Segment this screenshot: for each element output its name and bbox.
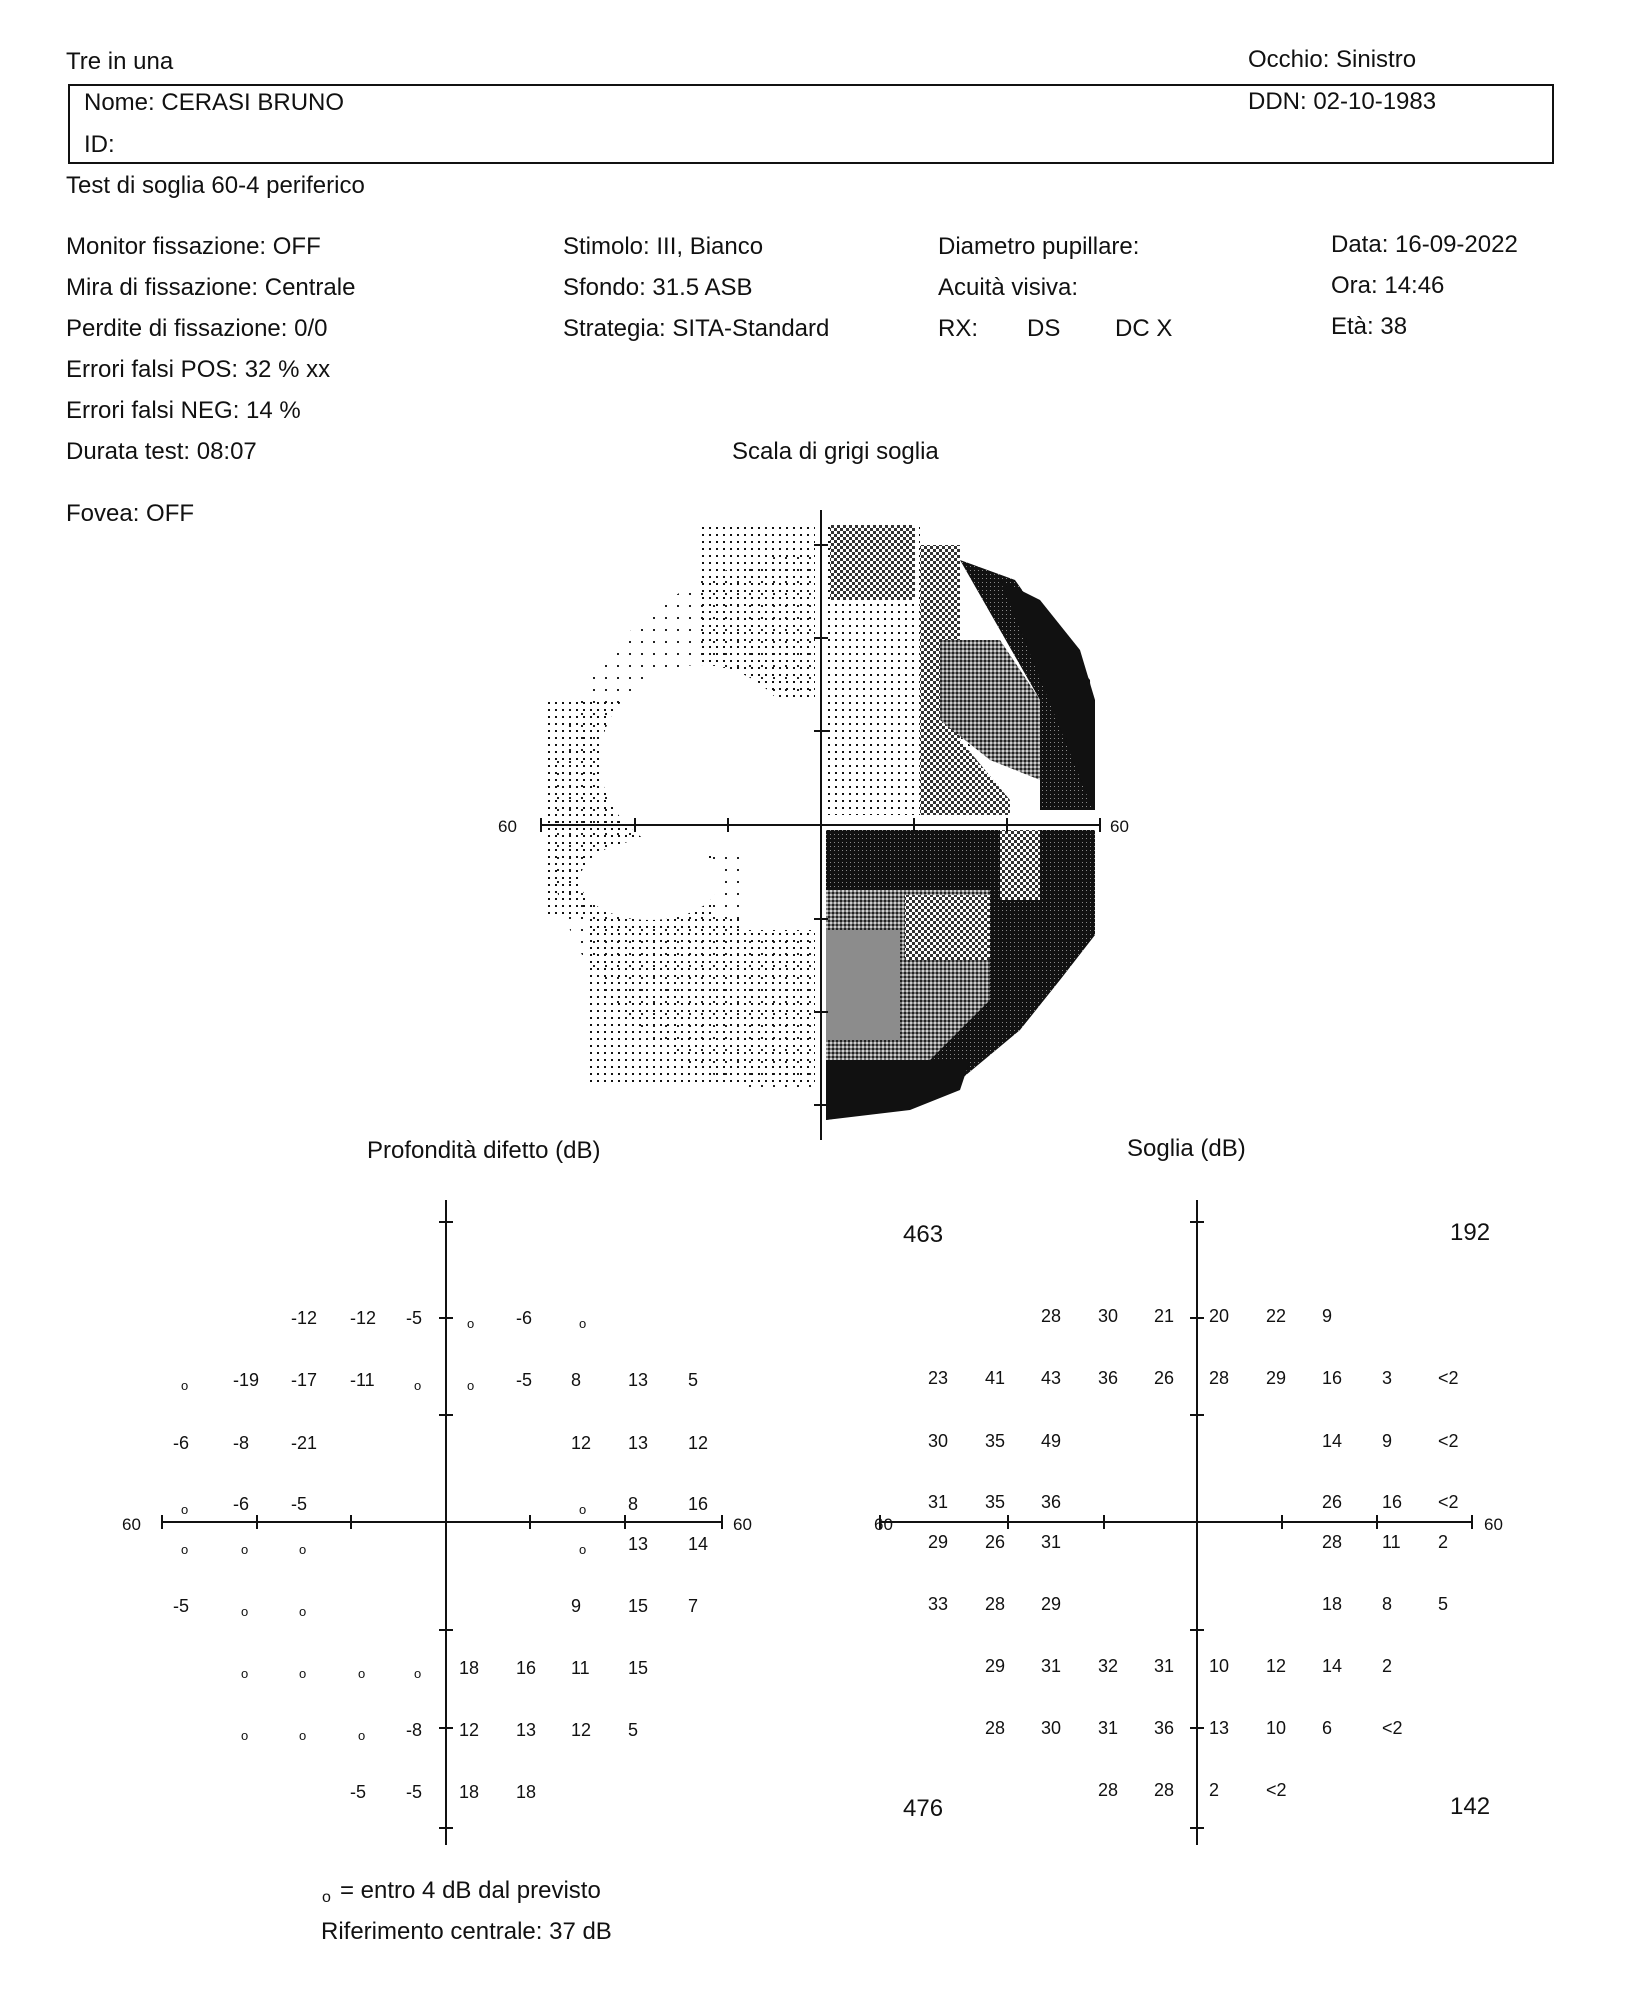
threshold-value: <2 — [1438, 1431, 1459, 1451]
defect-value: -12 — [350, 1308, 377, 1328]
threshold-value: 14 — [1322, 1656, 1343, 1676]
param-strategy: Strategia: SITA-Standard — [563, 315, 830, 342]
threshold-axis-right: 60 — [1484, 1515, 1503, 1534]
param-acuity: Acuità visiva: — [938, 274, 1079, 301]
threshold-corner-tr: 192 — [1450, 1219, 1491, 1246]
threshold-value: 32 — [1098, 1656, 1119, 1676]
defect-value: -6 — [516, 1308, 533, 1328]
defect-value: o — [467, 1378, 475, 1393]
param-false-neg: Errori falsi NEG: 14 % — [66, 397, 301, 424]
defect-value: o — [181, 1502, 189, 1517]
defect-value: -6 — [173, 1433, 190, 1453]
threshold-value: 30 — [1098, 1306, 1119, 1326]
defect-value: 13 — [516, 1720, 537, 1740]
threshold-value: 36 — [1041, 1492, 1062, 1512]
threshold-value: 28 — [1154, 1780, 1175, 1800]
patient-dob: DDN: 02-10-1983 — [1248, 88, 1437, 115]
defect-value: 13 — [628, 1370, 649, 1390]
patient-name: Nome: CERASI BRUNO — [84, 89, 345, 116]
defect-value: 18 — [516, 1782, 537, 1802]
threshold-value: 16 — [1382, 1492, 1403, 1512]
threshold-value: 31 — [1041, 1532, 1062, 1552]
defect-value: o — [181, 1542, 189, 1557]
threshold-corner-tl: 463 — [903, 1221, 944, 1248]
threshold-value: 16 — [1322, 1368, 1343, 1388]
defect-title: Profondità difetto (dB) — [367, 1137, 601, 1164]
threshold-value: 26 — [1154, 1368, 1175, 1388]
param-fixation-target: Mira di fissazione: Centrale — [66, 274, 356, 301]
defect-value: 16 — [516, 1658, 537, 1678]
threshold-value: 3 — [1382, 1368, 1393, 1388]
threshold-value: 36 — [1098, 1368, 1119, 1388]
defect-value: o — [299, 1542, 307, 1557]
threshold-value: 9 — [1322, 1306, 1333, 1326]
defect-axis-right: 60 — [733, 1515, 752, 1534]
threshold-value: 10 — [1209, 1656, 1230, 1676]
defect-value: o — [181, 1378, 189, 1393]
threshold-value: 31 — [1098, 1718, 1119, 1738]
defect-value: o — [299, 1666, 307, 1681]
threshold-value: 31 — [1041, 1656, 1062, 1676]
central-reference: Riferimento centrale: 37 dB — [321, 1918, 612, 1945]
threshold-value: 41 — [985, 1368, 1006, 1388]
defect-value: 7 — [688, 1596, 699, 1616]
defect-value: o — [241, 1542, 249, 1557]
threshold-value: 28 — [1098, 1780, 1119, 1800]
threshold-value: 29 — [1266, 1368, 1287, 1388]
threshold-value: <2 — [1438, 1492, 1459, 1512]
param-rx-dc: DC X — [1115, 315, 1173, 342]
defect-value: 5 — [628, 1720, 639, 1740]
threshold-value: 28 — [1041, 1306, 1062, 1326]
threshold-value: 11 — [1382, 1532, 1401, 1552]
param-fovea: Fovea: OFF — [66, 500, 195, 527]
defect-value: 14 — [688, 1534, 709, 1554]
threshold-value: 49 — [1041, 1431, 1062, 1451]
defect-value: o — [241, 1604, 249, 1619]
defect-value: o — [299, 1604, 307, 1619]
param-date: Data: 16-09-2022 — [1331, 231, 1518, 258]
threshold-value: 35 — [985, 1492, 1006, 1512]
defect-value: 13 — [628, 1534, 649, 1554]
threshold-value: 12 — [1266, 1656, 1287, 1676]
threshold-value: 21 — [1154, 1306, 1175, 1326]
defect-value: -11 — [350, 1370, 375, 1390]
defect-value: 15 — [628, 1596, 649, 1616]
defect-value: 11 — [571, 1658, 590, 1678]
threshold-corner-bl: 476 — [903, 1795, 944, 1822]
param-time: Ora: 14:46 — [1331, 272, 1445, 299]
threshold-value: <2 — [1382, 1718, 1403, 1738]
param-false-pos: Errori falsi POS: 32 % xx — [66, 356, 331, 383]
defect-value: -6 — [233, 1494, 250, 1514]
defect-value: o — [579, 1542, 587, 1557]
threshold-value: 10 — [1266, 1718, 1287, 1738]
threshold-value: 43 — [1041, 1368, 1062, 1388]
defect-value: -5 — [291, 1494, 308, 1514]
threshold-value: 28 — [985, 1594, 1006, 1614]
threshold-value: 30 — [1041, 1718, 1062, 1738]
param-pupil: Diametro pupillare: — [938, 233, 1140, 260]
defect-value: -5 — [350, 1782, 367, 1802]
threshold-value: 31 — [1154, 1656, 1175, 1676]
threshold-value: 20 — [1209, 1306, 1230, 1326]
threshold-value: 36 — [1154, 1718, 1175, 1738]
defect-value: o — [579, 1502, 587, 1517]
threshold-value: 14 — [1322, 1431, 1343, 1451]
defect-value: o — [467, 1316, 475, 1331]
defect-value: 5 — [688, 1370, 699, 1390]
threshold-value: 33 — [928, 1594, 949, 1614]
threshold-value: 2 — [1209, 1780, 1220, 1800]
defect-value: o — [358, 1728, 366, 1743]
param-rx: RX: — [938, 315, 979, 342]
param-background: Sfondo: 31.5 ASB — [563, 274, 753, 301]
threshold-value: 2 — [1382, 1656, 1393, 1676]
defect-value: 12 — [571, 1720, 592, 1740]
threshold-axis-left: 60 — [874, 1515, 893, 1534]
defect-value: 8 — [628, 1494, 639, 1514]
threshold-value: 2 — [1438, 1532, 1449, 1552]
defect-value: o — [579, 1316, 587, 1331]
defect-value: -5 — [406, 1782, 423, 1802]
threshold-value: 29 — [1041, 1594, 1062, 1614]
threshold-value: 26 — [985, 1532, 1006, 1552]
defect-value: 16 — [688, 1494, 709, 1514]
defect-value: -21 — [291, 1433, 318, 1453]
threshold-title: Soglia (dB) — [1127, 1135, 1246, 1162]
threshold-value: 26 — [1322, 1492, 1343, 1512]
defect-value: 9 — [571, 1596, 582, 1616]
defect-value: o — [241, 1666, 249, 1681]
defect-axis-left: 60 — [122, 1515, 141, 1534]
defect-value: -19 — [233, 1370, 260, 1390]
param-stimulus: Stimolo: III, Bianco — [563, 233, 764, 260]
threshold-value: 8 — [1382, 1594, 1393, 1614]
grayscale-axis-right: 60 — [1110, 817, 1129, 836]
threshold-value: 13 — [1209, 1718, 1230, 1738]
param-fixation-losses: Perdite di fissazione: 0/0 — [66, 315, 328, 342]
defect-value: 13 — [628, 1433, 649, 1453]
device-name: Tre in una — [66, 48, 174, 75]
defect-value: 18 — [459, 1782, 480, 1802]
defect-value: o — [299, 1728, 307, 1743]
threshold-value: 35 — [985, 1431, 1006, 1451]
defect-value: -8 — [406, 1720, 423, 1740]
defect-value: 12 — [688, 1433, 709, 1453]
param-fixation-monitor: Monitor fissazione: OFF — [66, 233, 321, 260]
defect-value: 15 — [628, 1658, 649, 1678]
grayscale-axis-left: 60 — [498, 817, 517, 836]
threshold-corner-br: 142 — [1450, 1793, 1491, 1820]
defect-value: -12 — [291, 1308, 318, 1328]
defect-value: 8 — [571, 1370, 582, 1390]
param-rx-ds: DS — [1027, 315, 1061, 342]
threshold-value: 29 — [928, 1532, 949, 1552]
defect-value: 18 — [459, 1658, 480, 1678]
threshold-value: 29 — [985, 1656, 1006, 1676]
threshold-value: 28 — [1322, 1532, 1343, 1552]
threshold-value: <2 — [1266, 1780, 1287, 1800]
defect-value: -5 — [406, 1308, 423, 1328]
threshold-value: 28 — [1209, 1368, 1230, 1388]
defect-value: -5 — [516, 1370, 533, 1390]
threshold-value: <2 — [1438, 1368, 1459, 1388]
patient-id: ID: — [84, 131, 115, 158]
threshold-value: 28 — [985, 1718, 1006, 1738]
test-name: Test di soglia 60-4 periferico — [66, 172, 365, 199]
param-duration: Durata test: 08:07 — [66, 438, 257, 465]
defect-value: 12 — [571, 1433, 592, 1453]
eye-label: Occhio: Sinistro — [1248, 46, 1417, 73]
param-age: Età: 38 — [1331, 313, 1408, 340]
defect-value: -5 — [173, 1596, 190, 1616]
threshold-value: 9 — [1382, 1431, 1393, 1451]
defect-value: -17 — [291, 1370, 318, 1390]
threshold-value: 5 — [1438, 1594, 1449, 1614]
threshold-value: 30 — [928, 1431, 949, 1451]
defect-value: o — [358, 1666, 366, 1681]
threshold-value: 31 — [928, 1492, 949, 1512]
threshold-value: 6 — [1322, 1718, 1333, 1738]
legend-symbol: o — [322, 1889, 331, 1906]
defect-value: o — [414, 1666, 422, 1681]
grayscale-title: Scala di grigi soglia — [732, 438, 939, 465]
threshold-value: 18 — [1322, 1594, 1343, 1614]
legend-text: = entro 4 dB dal previsto — [340, 1877, 601, 1904]
threshold-value: 22 — [1266, 1306, 1287, 1326]
defect-value: -8 — [233, 1433, 250, 1453]
defect-value: o — [241, 1728, 249, 1743]
defect-value: o — [414, 1378, 422, 1393]
threshold-value: 23 — [928, 1368, 949, 1388]
defect-value: 12 — [459, 1720, 480, 1740]
